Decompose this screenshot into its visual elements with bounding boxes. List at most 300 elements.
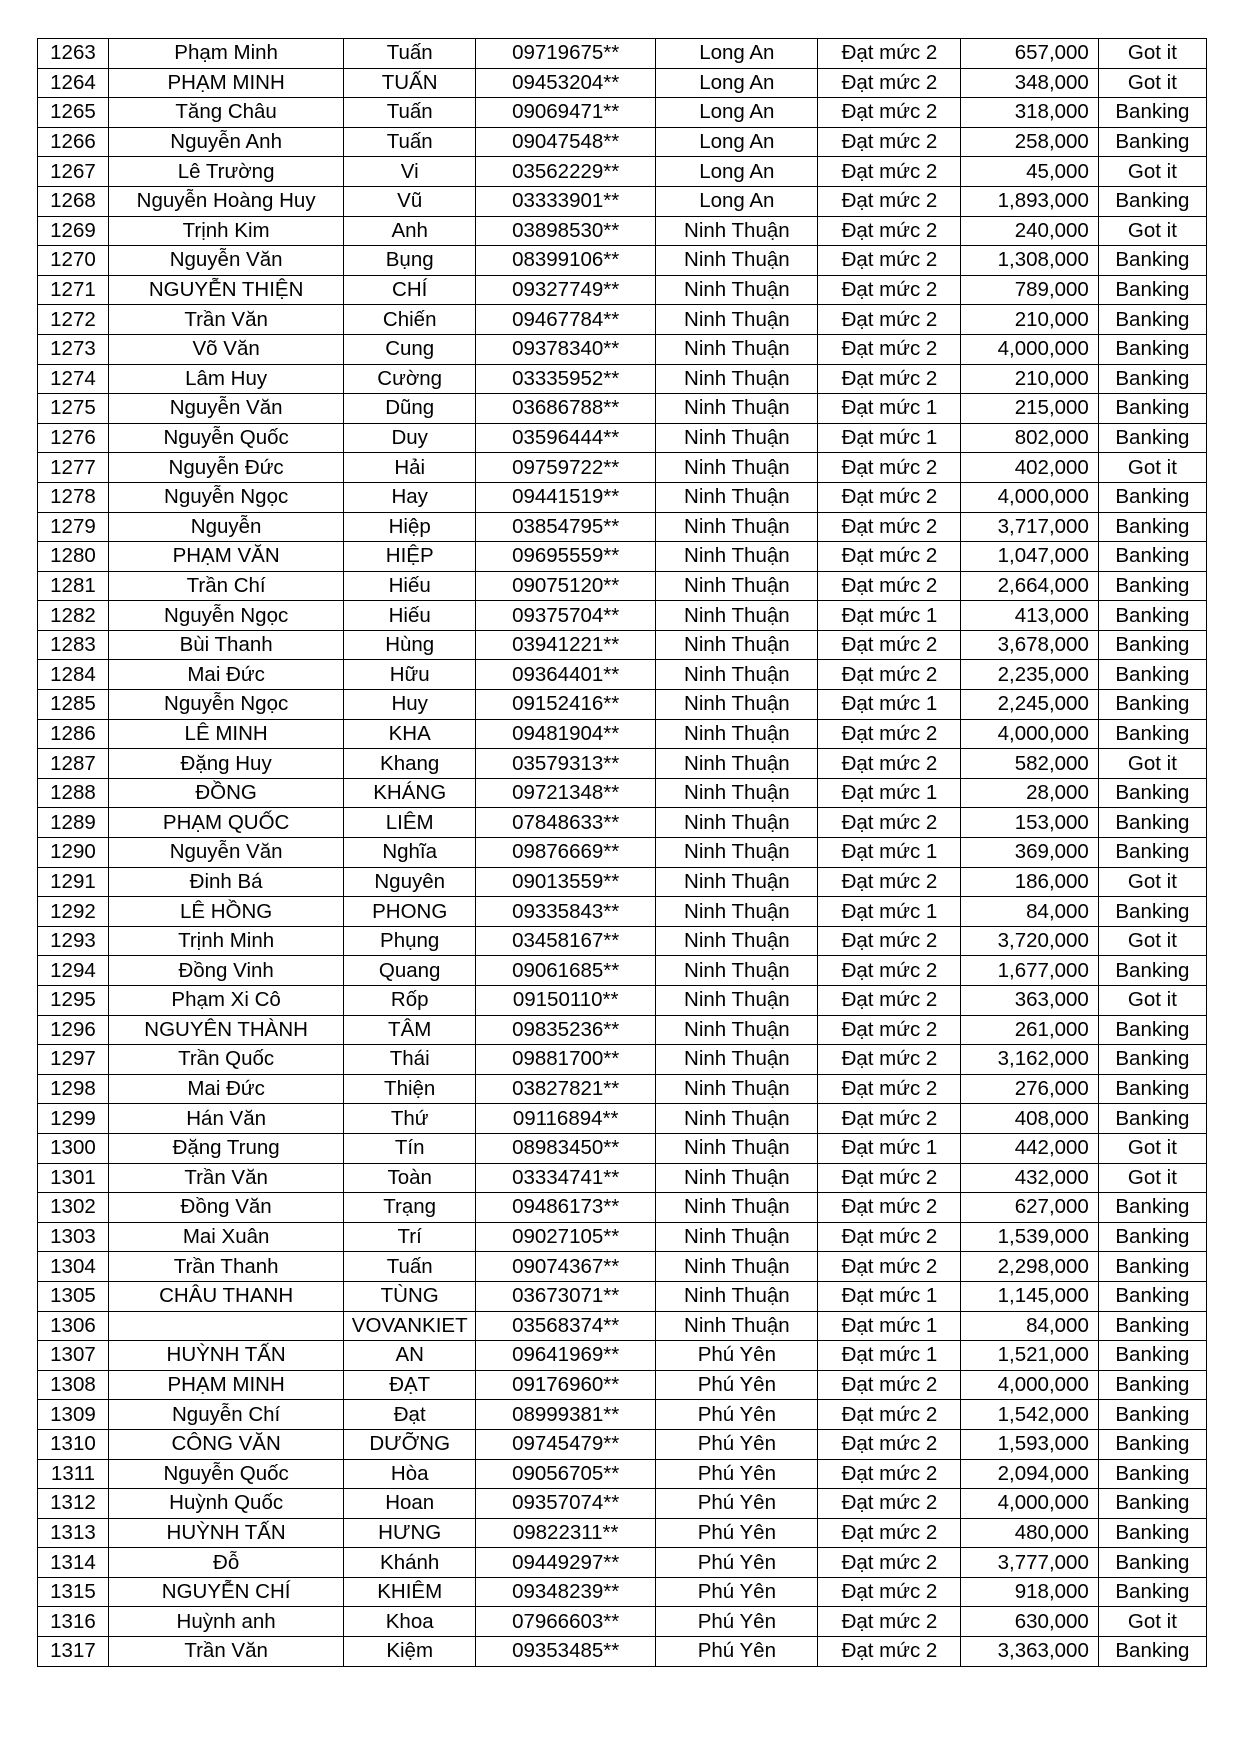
table-row: [38, 926, 1207, 956]
row-number-cell: 1266: [38, 127, 109, 157]
surname-cell: Đồng Vinh: [108, 956, 343, 986]
payment-method-cell: Banking: [1098, 719, 1206, 749]
given-name-cell: KHA: [344, 719, 476, 749]
province-cell: Ninh Thuận: [656, 1222, 818, 1252]
level-cell: Đạt mức 2: [818, 453, 961, 483]
surname-cell: Phạm Minh: [108, 39, 343, 69]
level-cell: Đạt mức 1: [818, 778, 961, 808]
surname-cell: LÊ HỒNG: [108, 897, 343, 927]
payment-method-cell: Banking: [1098, 275, 1206, 305]
row-number-cell: 1294: [38, 956, 109, 986]
level-cell: Đạt mức 2: [818, 542, 961, 572]
row-number-cell: 1312: [38, 1489, 109, 1519]
given-name-cell: Kiệm: [344, 1637, 476, 1667]
payment-method-cell: Banking: [1098, 334, 1206, 364]
given-name-cell: DƯỠNG: [344, 1429, 476, 1459]
amount-cell: 408,000: [961, 1104, 1098, 1134]
province-cell: Phú Yên: [656, 1607, 818, 1637]
given-name-cell: Toàn: [344, 1163, 476, 1193]
phone-cell: 03334741**: [476, 1163, 656, 1193]
given-name-cell: Thiện: [344, 1074, 476, 1104]
amount-cell: 4,000,000: [961, 719, 1098, 749]
payment-method-cell: Banking: [1098, 630, 1206, 660]
province-cell: Ninh Thuận: [656, 630, 818, 660]
phone-cell: 09876669**: [476, 838, 656, 868]
given-name-cell: HƯNG: [344, 1518, 476, 1548]
payment-method-cell: Banking: [1098, 1015, 1206, 1045]
amount-cell: 657,000: [961, 39, 1098, 69]
surname-cell: PHẠM QUỐC: [108, 808, 343, 838]
row-number-cell: 1296: [38, 1015, 109, 1045]
given-name-cell: AN: [344, 1341, 476, 1371]
phone-cell: 03458167**: [476, 926, 656, 956]
table-row: [38, 867, 1207, 897]
province-cell: Ninh Thuận: [656, 867, 818, 897]
phone-cell: 09075120**: [476, 571, 656, 601]
level-cell: Đạt mức 2: [818, 1222, 961, 1252]
payment-method-cell: Banking: [1098, 1370, 1206, 1400]
payment-method-cell: Banking: [1098, 897, 1206, 927]
phone-cell: 09375704**: [476, 601, 656, 631]
phone-cell: 09881700**: [476, 1045, 656, 1075]
payment-method-cell: Banking: [1098, 571, 1206, 601]
level-cell: Đạt mức 2: [818, 1518, 961, 1548]
province-cell: Ninh Thuận: [656, 778, 818, 808]
surname-cell: NGUYÊN THÀNH: [108, 1015, 343, 1045]
province-cell: Ninh Thuận: [656, 1015, 818, 1045]
phone-cell: 09481904**: [476, 719, 656, 749]
level-cell: Đạt mức 2: [818, 986, 961, 1016]
phone-cell: 09745479**: [476, 1429, 656, 1459]
payment-method-cell: Banking: [1098, 1252, 1206, 1282]
province-cell: Ninh Thuận: [656, 1104, 818, 1134]
level-cell: Đạt mức 2: [818, 1045, 961, 1075]
given-name-cell: Phụng: [344, 926, 476, 956]
phone-cell: 03686788**: [476, 394, 656, 424]
payment-method-cell: Banking: [1098, 1193, 1206, 1223]
level-cell: Đạt mức 2: [818, 216, 961, 246]
amount-cell: 582,000: [961, 749, 1098, 779]
row-number-cell: 1297: [38, 1045, 109, 1075]
level-cell: Đạt mức 1: [818, 838, 961, 868]
row-number-cell: 1264: [38, 68, 109, 98]
row-number-cell: 1279: [38, 512, 109, 542]
surname-cell: Trịnh Kim: [108, 216, 343, 246]
province-cell: Ninh Thuận: [656, 512, 818, 542]
phone-cell: 09486173**: [476, 1193, 656, 1223]
table-row: [38, 1489, 1207, 1519]
phone-cell: 09061685**: [476, 956, 656, 986]
table-row: [38, 571, 1207, 601]
given-name-cell: Vi: [344, 157, 476, 187]
table-row: [38, 1311, 1207, 1341]
table-row: [38, 157, 1207, 187]
province-cell: Long An: [656, 68, 818, 98]
level-cell: Đạt mức 2: [818, 1193, 961, 1223]
payment-method-cell: Got it: [1098, 986, 1206, 1016]
province-cell: Long An: [656, 127, 818, 157]
row-number-cell: 1282: [38, 601, 109, 631]
surname-cell: Huỳnh Quốc: [108, 1489, 343, 1519]
surname-cell: Mai Đức: [108, 1074, 343, 1104]
table-row: [38, 986, 1207, 1016]
surname-cell: Nguyễn Ngọc: [108, 690, 343, 720]
phone-cell: 09176960**: [476, 1370, 656, 1400]
phone-cell: 03568374**: [476, 1311, 656, 1341]
row-number-cell: 1277: [38, 453, 109, 483]
amount-cell: 402,000: [961, 453, 1098, 483]
phone-cell: 09453204**: [476, 68, 656, 98]
phone-cell: 08999381**: [476, 1400, 656, 1430]
province-cell: Long An: [656, 39, 818, 69]
payment-method-cell: Banking: [1098, 305, 1206, 335]
amount-cell: 261,000: [961, 1015, 1098, 1045]
row-number-cell: 1265: [38, 98, 109, 128]
surname-cell: Trần Văn: [108, 305, 343, 335]
surname-cell: Mai Xuân: [108, 1222, 343, 1252]
province-cell: Ninh Thuận: [656, 838, 818, 868]
row-number-cell: 1305: [38, 1281, 109, 1311]
amount-cell: 186,000: [961, 867, 1098, 897]
phone-cell: 07966603**: [476, 1607, 656, 1637]
surname-cell: Trần Văn: [108, 1163, 343, 1193]
province-cell: Ninh Thuận: [656, 275, 818, 305]
table-row: [38, 749, 1207, 779]
row-number-cell: 1272: [38, 305, 109, 335]
table-row: [38, 1341, 1207, 1371]
row-number-cell: 1310: [38, 1429, 109, 1459]
row-number-cell: 1299: [38, 1104, 109, 1134]
table-body: [38, 39, 1207, 1667]
row-number-cell: 1284: [38, 660, 109, 690]
given-name-cell: Khánh: [344, 1548, 476, 1578]
table-row: [38, 246, 1207, 276]
amount-cell: 240,000: [961, 216, 1098, 246]
province-cell: Ninh Thuận: [656, 956, 818, 986]
given-name-cell: Hải: [344, 453, 476, 483]
amount-cell: 318,000: [961, 98, 1098, 128]
level-cell: Đạt mức 2: [818, 1104, 961, 1134]
payment-method-cell: Banking: [1098, 364, 1206, 394]
phone-cell: 09150110**: [476, 986, 656, 1016]
amount-cell: 3,363,000: [961, 1637, 1098, 1667]
level-cell: Đạt mức 2: [818, 1074, 961, 1104]
phone-cell: 09327749**: [476, 275, 656, 305]
row-number-cell: 1304: [38, 1252, 109, 1282]
province-cell: Ninh Thuận: [656, 1193, 818, 1223]
row-number-cell: 1278: [38, 482, 109, 512]
phone-cell: 03673071**: [476, 1281, 656, 1311]
payment-method-cell: Got it: [1098, 216, 1206, 246]
phone-cell: 09449297**: [476, 1548, 656, 1578]
given-name-cell: Trí: [344, 1222, 476, 1252]
amount-cell: 442,000: [961, 1133, 1098, 1163]
payment-method-cell: Banking: [1098, 394, 1206, 424]
province-cell: Phú Yên: [656, 1370, 818, 1400]
level-cell: Đạt mức 2: [818, 719, 961, 749]
given-name-cell: Hiếu: [344, 601, 476, 631]
amount-cell: 1,145,000: [961, 1281, 1098, 1311]
row-number-cell: 1292: [38, 897, 109, 927]
level-cell: Đạt mức 2: [818, 157, 961, 187]
surname-cell: CHÂU THANH: [108, 1281, 343, 1311]
payment-method-cell: Banking: [1098, 512, 1206, 542]
level-cell: Đạt mức 2: [818, 808, 961, 838]
given-name-cell: Anh: [344, 216, 476, 246]
table-row: [38, 1459, 1207, 1489]
province-cell: Ninh Thuận: [656, 423, 818, 453]
province-cell: Ninh Thuận: [656, 1311, 818, 1341]
given-name-cell: Thứ: [344, 1104, 476, 1134]
row-number-cell: 1276: [38, 423, 109, 453]
province-cell: Long An: [656, 157, 818, 187]
surname-cell: Bùi Thanh: [108, 630, 343, 660]
phone-cell: 09822311**: [476, 1518, 656, 1548]
amount-cell: 789,000: [961, 275, 1098, 305]
surname-cell: Huỳnh anh: [108, 1607, 343, 1637]
level-cell: Đạt mức 2: [818, 926, 961, 956]
winners-table: [37, 38, 1207, 1667]
amount-cell: 480,000: [961, 1518, 1098, 1548]
amount-cell: 432,000: [961, 1163, 1098, 1193]
row-number-cell: 1307: [38, 1341, 109, 1371]
payment-method-cell: Banking: [1098, 601, 1206, 631]
level-cell: Đạt mức 1: [818, 394, 961, 424]
level-cell: Đạt mức 2: [818, 571, 961, 601]
payment-method-cell: Banking: [1098, 1104, 1206, 1134]
level-cell: Đạt mức 2: [818, 482, 961, 512]
given-name-cell: Hòa: [344, 1459, 476, 1489]
table-row: [38, 334, 1207, 364]
surname-cell: Nguyễn Quốc: [108, 423, 343, 453]
row-number-cell: 1287: [38, 749, 109, 779]
row-number-cell: 1285: [38, 690, 109, 720]
given-name-cell: Tuấn: [344, 39, 476, 69]
given-name-cell: TÂM: [344, 1015, 476, 1045]
row-number-cell: 1271: [38, 275, 109, 305]
phone-cell: 09441519**: [476, 482, 656, 512]
phone-cell: 09353485**: [476, 1637, 656, 1667]
level-cell: Đạt mức 2: [818, 1489, 961, 1519]
level-cell: Đạt mức 2: [818, 630, 961, 660]
table-row: [38, 690, 1207, 720]
table-row: [38, 98, 1207, 128]
given-name-cell: KHIÊM: [344, 1577, 476, 1607]
phone-cell: 03596444**: [476, 423, 656, 453]
payment-method-cell: Got it: [1098, 39, 1206, 69]
table-row: [38, 808, 1207, 838]
surname-cell: Trần Thanh: [108, 1252, 343, 1282]
payment-method-cell: Banking: [1098, 1400, 1206, 1430]
province-cell: Ninh Thuận: [656, 1133, 818, 1163]
level-cell: Đạt mức 2: [818, 1163, 961, 1193]
province-cell: Phú Yên: [656, 1429, 818, 1459]
amount-cell: 215,000: [961, 394, 1098, 424]
table-row: [38, 275, 1207, 305]
table-row: [38, 1637, 1207, 1667]
table-row: [38, 364, 1207, 394]
phone-cell: 07848633**: [476, 808, 656, 838]
row-number-cell: 1273: [38, 334, 109, 364]
level-cell: Đạt mức 2: [818, 956, 961, 986]
row-number-cell: 1275: [38, 394, 109, 424]
given-name-cell: Bụng: [344, 246, 476, 276]
table-row: [38, 68, 1207, 98]
amount-cell: 4,000,000: [961, 334, 1098, 364]
province-cell: Ninh Thuận: [656, 986, 818, 1016]
row-number-cell: 1289: [38, 808, 109, 838]
given-name-cell: Hoan: [344, 1489, 476, 1519]
surname-cell: Nguyễn Văn: [108, 246, 343, 276]
payment-method-cell: Banking: [1098, 127, 1206, 157]
province-cell: Ninh Thuận: [656, 246, 818, 276]
surname-cell: Nguyễn Ngọc: [108, 482, 343, 512]
level-cell: Đạt mức 2: [818, 749, 961, 779]
given-name-cell: Hùng: [344, 630, 476, 660]
table-row: [38, 1074, 1207, 1104]
given-name-cell: KHÁNG: [344, 778, 476, 808]
phone-cell: 03333901**: [476, 186, 656, 216]
province-cell: Ninh Thuận: [656, 660, 818, 690]
table-row: [38, 394, 1207, 424]
payment-method-cell: Banking: [1098, 1341, 1206, 1371]
given-name-cell: Hiệp: [344, 512, 476, 542]
row-number-cell: 1270: [38, 246, 109, 276]
phone-cell: 09348239**: [476, 1577, 656, 1607]
province-cell: Phú Yên: [656, 1341, 818, 1371]
table-row: [38, 1429, 1207, 1459]
amount-cell: 802,000: [961, 423, 1098, 453]
level-cell: Đạt mức 1: [818, 690, 961, 720]
amount-cell: 4,000,000: [961, 1489, 1098, 1519]
payment-method-cell: Banking: [1098, 246, 1206, 276]
payment-method-cell: Got it: [1098, 926, 1206, 956]
table-row: [38, 423, 1207, 453]
province-cell: Ninh Thuận: [656, 749, 818, 779]
level-cell: Đạt mức 2: [818, 1607, 961, 1637]
amount-cell: 1,521,000: [961, 1341, 1098, 1371]
amount-cell: 3,777,000: [961, 1548, 1098, 1578]
table-row: [38, 956, 1207, 986]
level-cell: Đạt mức 2: [818, 1637, 961, 1667]
level-cell: Đạt mức 2: [818, 1015, 961, 1045]
province-cell: Ninh Thuận: [656, 601, 818, 631]
payment-method-cell: Banking: [1098, 778, 1206, 808]
given-name-cell: Tuấn: [344, 1252, 476, 1282]
row-number-cell: 1295: [38, 986, 109, 1016]
row-number-cell: 1300: [38, 1133, 109, 1163]
table-row: [38, 1163, 1207, 1193]
province-cell: Ninh Thuận: [656, 1281, 818, 1311]
surname-cell: Nguyễn Chí: [108, 1400, 343, 1430]
table-row: [38, 1577, 1207, 1607]
amount-cell: 84,000: [961, 897, 1098, 927]
amount-cell: 3,717,000: [961, 512, 1098, 542]
row-number-cell: 1314: [38, 1548, 109, 1578]
given-name-cell: Duy: [344, 423, 476, 453]
province-cell: Long An: [656, 98, 818, 128]
province-cell: Ninh Thuận: [656, 571, 818, 601]
given-name-cell: TÙNG: [344, 1281, 476, 1311]
province-cell: Ninh Thuận: [656, 897, 818, 927]
payment-method-cell: Got it: [1098, 1607, 1206, 1637]
surname-cell: Nguyễn Quốc: [108, 1459, 343, 1489]
payment-method-cell: Banking: [1098, 1489, 1206, 1519]
row-number-cell: 1315: [38, 1577, 109, 1607]
given-name-cell: Chiến: [344, 305, 476, 335]
given-name-cell: LIÊM: [344, 808, 476, 838]
table-row: [38, 1400, 1207, 1430]
surname-cell: Tăng Châu: [108, 98, 343, 128]
level-cell: Đạt mức 2: [818, 246, 961, 276]
table-row: [38, 216, 1207, 246]
table-row: [38, 1518, 1207, 1548]
table-row: [38, 453, 1207, 483]
amount-cell: 45,000: [961, 157, 1098, 187]
amount-cell: 2,298,000: [961, 1252, 1098, 1282]
row-number-cell: 1283: [38, 630, 109, 660]
phone-cell: 09116894**: [476, 1104, 656, 1134]
amount-cell: 84,000: [961, 1311, 1098, 1341]
surname-cell: Đặng Huy: [108, 749, 343, 779]
given-name-cell: Huy: [344, 690, 476, 720]
payment-method-cell: Banking: [1098, 660, 1206, 690]
payment-method-cell: Banking: [1098, 482, 1206, 512]
surname-cell: Nguyễn Văn: [108, 838, 343, 868]
province-cell: Ninh Thuận: [656, 453, 818, 483]
amount-cell: 1,542,000: [961, 1400, 1098, 1430]
phone-cell: 09069471**: [476, 98, 656, 128]
given-name-cell: Khoa: [344, 1607, 476, 1637]
province-cell: Ninh Thuận: [656, 305, 818, 335]
amount-cell: 918,000: [961, 1577, 1098, 1607]
given-name-cell: ĐẠT: [344, 1370, 476, 1400]
row-number-cell: 1317: [38, 1637, 109, 1667]
amount-cell: 630,000: [961, 1607, 1098, 1637]
amount-cell: 210,000: [961, 364, 1098, 394]
table-row: [38, 1281, 1207, 1311]
amount-cell: 3,162,000: [961, 1045, 1098, 1075]
table-row: [38, 542, 1207, 572]
amount-cell: 4,000,000: [961, 482, 1098, 512]
payment-method-cell: Banking: [1098, 1548, 1206, 1578]
surname-cell: Nguyễn Đức: [108, 453, 343, 483]
amount-cell: 1,539,000: [961, 1222, 1098, 1252]
given-name-cell: Khang: [344, 749, 476, 779]
surname-cell: Phạm Xi Cô: [108, 986, 343, 1016]
surname-cell: Mai Đức: [108, 660, 343, 690]
table-row: [38, 778, 1207, 808]
amount-cell: 1,893,000: [961, 186, 1098, 216]
province-cell: Ninh Thuận: [656, 1074, 818, 1104]
surname-cell: Nguyễn Văn: [108, 394, 343, 424]
table-row: [38, 660, 1207, 690]
given-name-cell: Hiếu: [344, 571, 476, 601]
row-number-cell: 1286: [38, 719, 109, 749]
table-row: [38, 482, 1207, 512]
level-cell: Đạt mức 1: [818, 897, 961, 927]
surname-cell: PHẠM VĂN: [108, 542, 343, 572]
amount-cell: 2,245,000: [961, 690, 1098, 720]
level-cell: Đạt mức 2: [818, 1429, 961, 1459]
level-cell: Đạt mức 2: [818, 39, 961, 69]
province-cell: Ninh Thuận: [656, 1252, 818, 1282]
payment-method-cell: Banking: [1098, 808, 1206, 838]
row-number-cell: 1301: [38, 1163, 109, 1193]
phone-cell: 09357074**: [476, 1489, 656, 1519]
province-cell: Ninh Thuận: [656, 334, 818, 364]
province-cell: Phú Yên: [656, 1489, 818, 1519]
